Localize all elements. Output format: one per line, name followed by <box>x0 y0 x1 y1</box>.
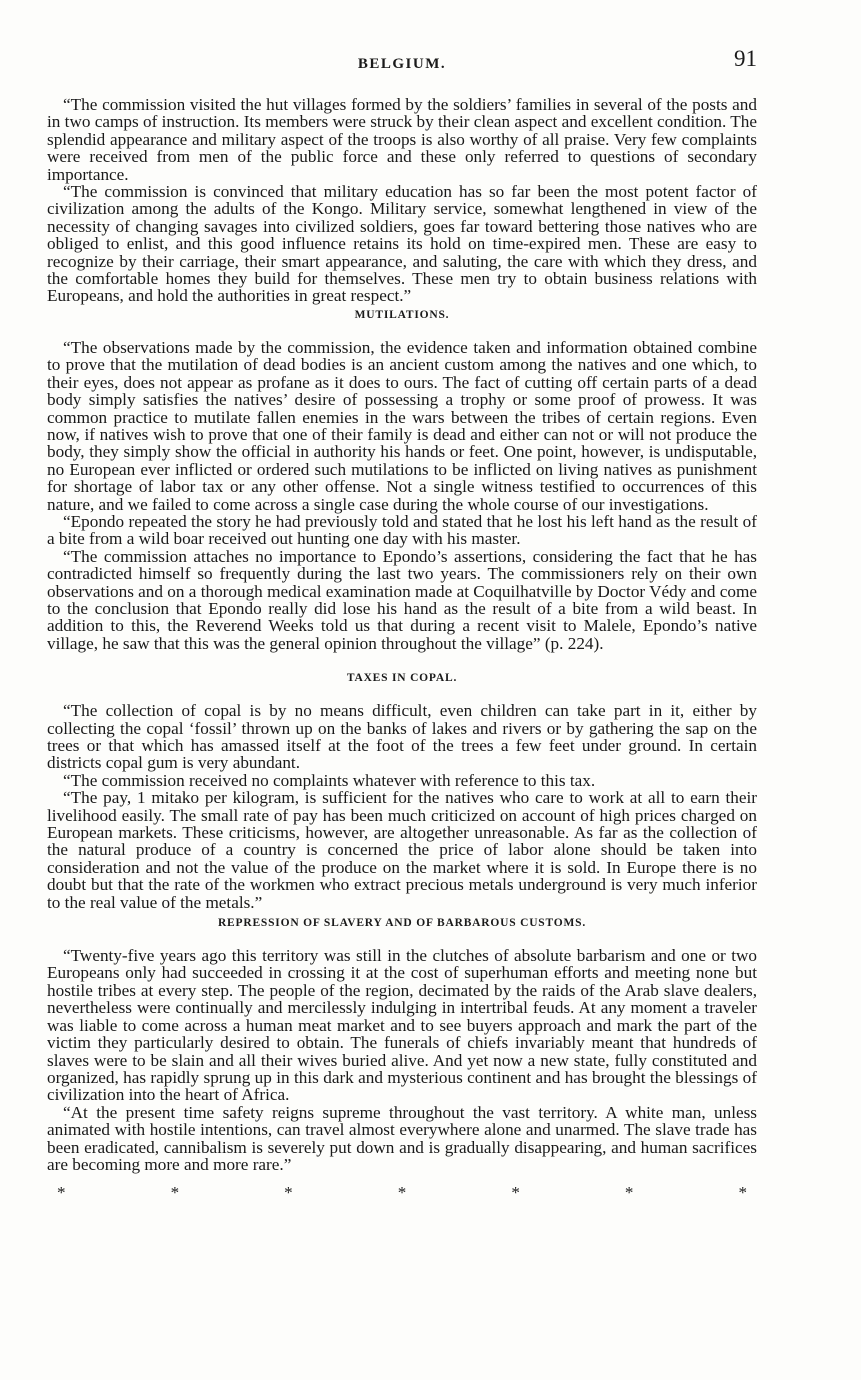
asterisk: * <box>284 1183 293 1203</box>
section-mutilations <box>47 339 757 652</box>
section-separator <box>47 1183 757 1203</box>
paragraph: “The commission received no complaints whatever with reference to this tax. <box>63 770 596 790</box>
section-heading-taxes-in-copal: TAXES IN COPAL. <box>346 672 458 685</box>
asterisk: * <box>511 1183 520 1203</box>
section-repression-of-slavery <box>47 947 757 1173</box>
paragraph: “The commission visited the hut villages formed by the soldiers’ families in several of the posts and in two camps of instruction. Its members were struck by their clean aspect and excellent condition. The splendid appearance and military aspect of the troops is also worthy of all praise. Very few complaints were received from men of the public force and these only referred to questions of secondary importance. <box>47 95 757 184</box>
section-heading-mutilations: MUTILATIONS. <box>354 308 450 321</box>
paragraph: “The commission attaches no importance to Epondo’s assertions, considering the fact that he has contradicted himself so frequently during the last two years. The commissioners rely on their own observations and on a thorough medical examination made at Coquilhatville by Doctor Védy and come to the conclusion that Epondo really did lose his hand as the result of a bite from a wild beast. In addition to this, the Reverend Weeks told us that during a recent visit to Malele, Epondo’s native village, he saw that this was the general opinion throughout the village” (p. 224). <box>47 546 757 653</box>
running-title: BELGIUM. <box>357 56 447 72</box>
paragraph: “The commission is convinced that military education has so far been the most potent factor of civilization among the adults of the Kongo. Military service, somewhat lengthened in view of the necessity of changing savages into civilized soldiers, goes far toward bettering those natives who are obliged to enlist, and this good influence retains its hold on time-expired men. These are easy to recognize by their carriage, their smart appearance, and saluting, the care with which they dress, and the comfortable homes they build for themselves. These men try to obtain business relations with Europeans, and hold the authorities in great respect.” <box>47 182 757 306</box>
document-page <box>47 46 757 1203</box>
paragraph: “At the present time safety reigns supreme throughout the vast territory. A white man, unless animated with hostile intentions, can travel almost everywhere alone and unarmed. The slave trade has been eradicated, cannibalism is severely put down and is gradually disappearing, and human sacrifices are becoming more and more rare.” <box>47 1102 757 1174</box>
paragraph: “The collection of copal is by no means difficult, even children can take part in it, either by collecting the copal ‘fossil’ thrown up on the banks of lakes and rivers or by gathering the sap on the trees or that which has amassed itself at the foot of the trees a few feet under ground. In certain districts copal gum is very abundant. <box>47 701 757 773</box>
asterisk: * <box>624 1183 634 1203</box>
section-taxes-in-copal <box>47 702 757 911</box>
opening-quotation <box>47 96 757 305</box>
asterisk: * <box>170 1183 180 1203</box>
asterisk: * <box>57 1183 66 1203</box>
paragraph: “Epondo repeated the story he had previously told and stated that he lost his left hand as the result of a bite from a wild boar received out hunting one day with his master. <box>47 511 757 549</box>
asterisk: * <box>397 1183 407 1203</box>
paragraph: “Twenty-five years ago this territory was still in the clutches of absolute barbarism and one or two Europeans only had succeeded in crossing it at the cost of superhuman efforts and meeting none but hostile tribes at every step. The people of the region, decimated by the raids of the Arab slave dealers, nevertheless were continually and mercilessly indulging in intertribal feuds. At any moment a traveler was liable to come across a human meat market and to see buyers approach and mark the part of the victim they particularly desired to obtain. The funerals of chiefs invariably meant that hundreds of slaves were to be slain and all their wives buried alive. And yet now a new state, fully constituted and organized, has rapidly sprung up in this dark and mysterious continent and has brought the blessings of civilization into the heart of Africa. <box>47 946 757 1105</box>
section-heading-repression-of-slavery: REPRESSION OF SLAVERY AND OF BARBAROUS CUSTOMS. <box>217 917 587 930</box>
asterisk: * <box>738 1183 747 1203</box>
running-head <box>47 46 757 76</box>
page-number: 91 <box>734 46 757 71</box>
paragraph: “The observations made by the commission, the evidence taken and information obtained combine to prove that the mutilation of dead bodies is an ancient custom among the natives and one which, to their eyes, does not appear as profane as it does to ours. The fact of cutting off certain parts of a dead body simply satisfies the natives’ desire of possessing a trophy or some proof of prowess. It was common practice to mutilate fallen enemies in the wars between the tribes of certain regions. Even now, if natives wish to prove that one of their family is dead and either can not or will not produce the body, they simply show the official in authority his hands or feet. One point, however, is undisputable, no European ever inflicted or ordered such mutilations to be inflicted on living natives as punishment for shortage of labor tax or any other offense. Not a single witness testified to occurrences of this nature, and we failed to come across a single case during the whole course of our investigations. <box>47 337 757 514</box>
paragraph: “The pay, 1 mitako per kilogram, is sufficient for the natives who care to work at all to earn their livelihood easily. The small rate of pay has been much criticized on account of high prices charged on European markets. These criticisms, however, are altogether unreasonable. As far as the collection of the natural produce of a country is concerned the price of labor alone should be taken into consideration and not the value of the produce on the market where it is sold. In Europe there is no doubt but that the rate of the workmen who extract precious metals underground is very much inferior to the real value of the metals.” <box>47 788 757 912</box>
